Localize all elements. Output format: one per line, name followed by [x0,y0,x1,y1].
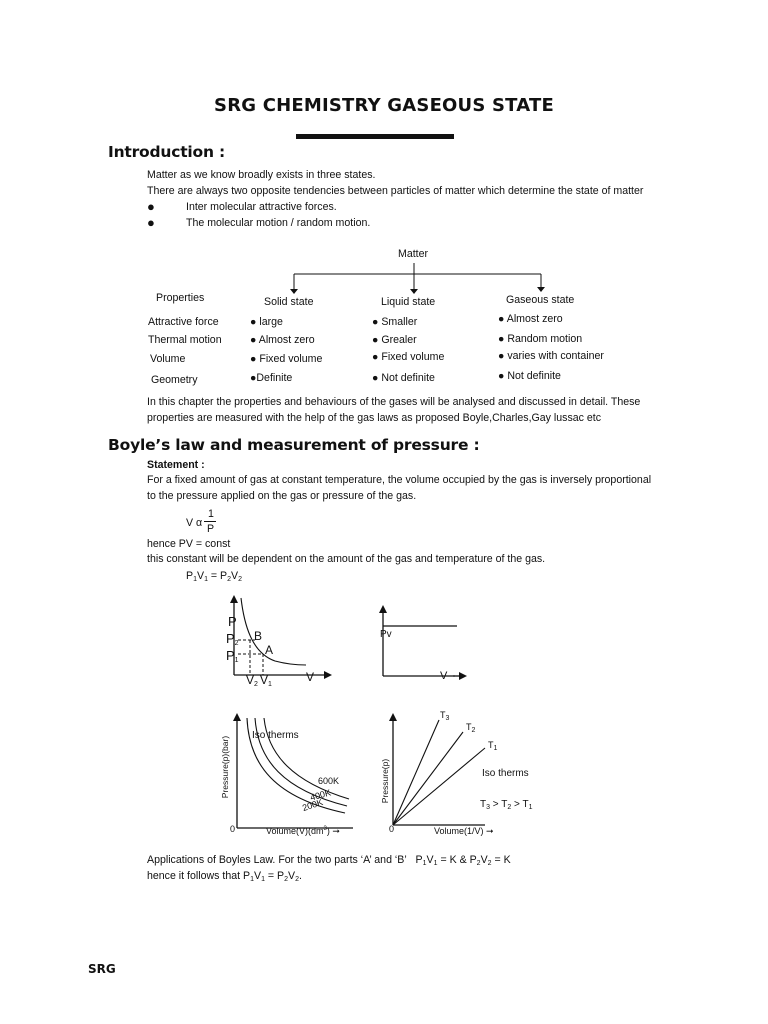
row-solid: ● Almost zero [250,334,315,346]
row-solid: ● Fixed volume [250,353,323,365]
boyle-equation: $P_1V_1 = P_2V_2$ [186,570,243,583]
g2-x-label: V [440,670,448,682]
g3-curve-600k: 600K [318,776,340,786]
row-gas: ● Almost zero [498,313,563,325]
fraction-bar [204,521,216,522]
chapter-para-1: In this chapter the properties and behaviours of the gases will be analysed and discussed in detail. These [147,396,641,408]
footer-label: SRG [88,962,116,976]
row-gas: ● Not definite [498,370,561,382]
statement-line-1: For a fixed amount of gas at constant temperature, the volume occupied by the gas is inversely proportional [147,474,652,486]
row-property: Volume [150,353,186,365]
bullet-marker: ● [147,199,155,214]
applications-line: Applications of Boyles Law. For the two parts ‘A’ and ‘B’ $P_1V_1 = K$ & $P_2V_2 = K$ [147,854,511,867]
chapter-para-2: properties are measured with the help of the gas laws as proposed Boyle,Charles,Gay lussac etc [147,412,602,424]
g1-p-label: P [228,614,237,629]
proportional-lhs: V α [186,517,203,529]
g1-p1-label: $P_1$ [226,648,239,664]
g4-t2: $T_2$ [466,722,476,734]
row-property: Thermal motion [148,334,222,346]
g1-point-a: A [265,643,274,657]
g4-temp-order: $T_3 > T_2 > T_1$ [480,799,533,811]
boyle-curve [241,598,306,665]
g1-v-axis-label: V [306,670,315,684]
row-gas: ● varies with container [498,350,604,362]
g4-t1: $T_1$ [488,740,498,752]
col-solid: Solid state [264,296,314,308]
fraction-denominator: P [207,523,215,535]
intro-line-2: There are always two opposite tendencies between particles of matter which determine the state of matter [147,185,644,197]
row-liquid: ● Not definite [372,372,435,384]
g3-note: Iso therms [252,730,299,741]
col-liquid: Liquid state [381,296,436,308]
matter-tree-lines [0,0,768,300]
row-property: Geometry [151,374,198,386]
row-solid: ● large [250,316,283,328]
row-liquid: ● Grealer [372,334,417,346]
g4-origin: 0 [389,824,395,834]
g3-curve-200k: 200K [300,796,325,814]
follows-line: hence it follows that $P_1V_1 = P_2V_2$. [147,870,302,883]
g1-v1-label: $V_1$ [260,673,272,688]
statement-label: Statement : [147,459,205,471]
g3-x-label: $Volume(V)(dm^3)$ ➞ [266,826,340,836]
row-liquid: ● Fixed volume [372,351,445,363]
intro-line-1: Matter as we know broadly exists in three states. [147,169,376,181]
intro-bullet-2: The molecular motion / random motion. [186,217,371,229]
g4-note: Iso therms [482,768,529,779]
g1-point-b: B [254,629,263,643]
g1-v2-label: $V_2$ [246,673,258,688]
g4-y-label: Pressure(p) [380,758,390,804]
matter-root: Matter [398,248,429,260]
dependence-line: this constant will be dependent on the amount of the gas and temperature of the gas. [147,553,546,565]
g3-curve-400k: 400K [309,787,332,803]
g2-y-label: Pv [380,629,392,640]
hence-pv-const: hence PV = const [147,538,231,550]
row-property: Attractive force [148,316,219,328]
col-properties: Properties [156,292,205,304]
graph-pv-vs-v [375,600,475,685]
row-solid: ●Definite [250,372,293,384]
row-gas: ● Random motion [498,333,583,345]
bullet-marker: ● [147,215,155,230]
g3-origin: 0 [230,824,236,834]
intro-bullet-1: Inter molecular attractive forces. [186,201,337,213]
intro-heading: Introduction : [108,143,226,161]
page-title: SRG CHEMISTRY GASEOUS STATE [214,95,554,116]
col-gas: Gaseous state [506,294,575,306]
line-t1 [393,748,485,825]
g4-x-label: Volume(1/V) ➞ [434,826,494,836]
fraction-numerator: 1 [208,508,214,520]
row-liquid: ● Smaller [372,316,418,328]
g3-y-label: Pressure(p)(bar) [220,735,230,799]
g4-t3: $T_3$ [440,710,450,722]
boyle-heading: Boyle’s law and measurement of pressure : [108,436,480,454]
statement-line-2: to the pressure applied on the gas or pressure of the gas. [147,490,417,502]
g1-p2-label: $P_2$ [226,631,239,647]
